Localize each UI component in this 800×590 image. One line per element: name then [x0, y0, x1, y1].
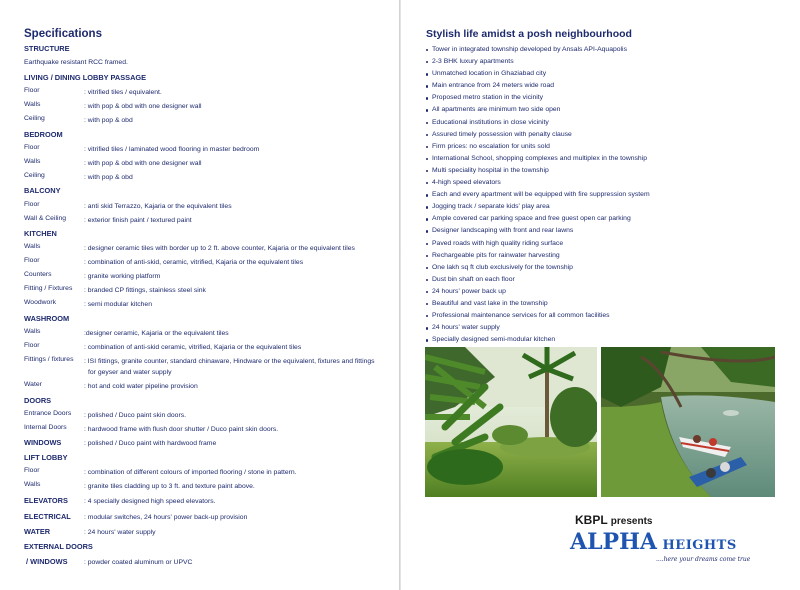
list-item: Educational institutions in close vicinity	[426, 117, 786, 129]
list-item: 24 hours' water supply	[426, 322, 786, 334]
list-item: Jogging track / separate kids' play area	[426, 201, 786, 213]
windows-label: WINDOWS	[24, 438, 62, 447]
spec-label: Fittings / fixtures	[24, 356, 74, 363]
list-item: Multi speciality hospital in the township	[426, 165, 786, 177]
spec-label: Floor	[24, 257, 40, 264]
spec-value: : vitrified tiles / equivalent.	[84, 89, 162, 96]
list-item: 24 hours' power back up	[426, 286, 786, 298]
spec-value: : modular switches, 24 hours' power back-up provision	[84, 514, 248, 521]
spec-value: : combination of different colours of imported flooring / stone in pattern.	[84, 469, 297, 476]
garden-illustration	[425, 347, 597, 497]
list-item: Ample covered car parking space and free guest open car parking	[426, 213, 786, 225]
spec-label: Water	[24, 381, 42, 388]
list-item: Tower in integrated township developed by Ansals API-Aquapolis	[426, 44, 786, 56]
lake-illustration	[601, 347, 775, 497]
spec-value: : powder coated aluminum or UPVC	[84, 559, 193, 566]
electrical-label: ELECTRICAL	[24, 512, 71, 521]
structure-text: Earthquake resistant RCC framed.	[24, 59, 128, 66]
spec-label: Entrance Doors	[24, 410, 72, 417]
spec-label: Floor	[24, 144, 40, 151]
list-item: Designer landscaping with front and rear lawns	[426, 225, 786, 237]
brand-tagline: ....here your dreams come true	[656, 556, 751, 563]
spec-value: : 4 specially designed high speed elevators.	[84, 498, 216, 505]
spec-value-continued: for geyser and water supply	[88, 369, 172, 376]
list-item: Assured timely possession with penalty clause	[426, 129, 786, 141]
brand-name-alpha: ALPHA	[570, 529, 657, 555]
list-item: Paved roads with high quality riding surface	[426, 238, 786, 250]
features-title: Stylish life amidst a posh neighbourhood	[426, 28, 632, 40]
list-item: 4-high speed elevators	[426, 177, 786, 189]
list-item: Unmatched location in Ghaziabad city	[426, 68, 786, 80]
spec-label: Walls	[24, 328, 41, 335]
spec-value: : vitrified tiles / laminated wood flooring in master bedroom	[84, 146, 260, 153]
spec-value: : designer ceramic tiles with border up to 2 ft. above counter, Kajaria or the equivalent tiles	[84, 245, 355, 252]
spec-label: Wall & Ceiling	[24, 215, 67, 222]
spec-label: Walls	[24, 481, 41, 488]
spec-label: Woodwork	[24, 299, 56, 306]
spec-value: : with pop & obd	[84, 117, 133, 124]
features-list	[426, 44, 786, 346]
list-item: Main entrance from 24 meters wide road	[426, 80, 786, 92]
spec-value: : with pop & obd with one designer wall	[84, 103, 202, 110]
spec-value: : granite tiles cladding up to 3 ft. and texture paint above.	[84, 483, 255, 490]
lift-lobby-heading: LIFT LOBBY	[24, 453, 68, 462]
lake-photo	[601, 347, 775, 497]
structure-heading: STRUCTURE	[24, 44, 70, 53]
water-label: WATER	[24, 527, 51, 536]
spec-value: : semi modular kitchen	[84, 301, 152, 308]
spec-value: : granite working platform	[84, 273, 161, 280]
spec-label: Walls	[24, 101, 41, 108]
spec-label: Ceiling	[24, 172, 45, 179]
spec-label: Internal Doors	[24, 424, 67, 431]
spec-label: Floor	[24, 342, 40, 349]
spec-label: Floor	[24, 87, 40, 94]
list-item: 2-3 BHK luxury apartments	[426, 56, 786, 68]
list-item: Rechargeable pits for rainwater harvesting	[426, 250, 786, 262]
spec-value: : with pop & obd with one designer wall	[84, 160, 202, 167]
page-spine	[399, 0, 401, 590]
brand-name-heights: HEIGHTS	[662, 538, 737, 553]
brand-presents	[575, 513, 652, 527]
spec-label: Ceiling	[24, 115, 45, 122]
list-item: Specially designed semi-modular kitchen	[426, 334, 786, 346]
spec-value: : polished / Duco paint with hardwood frame	[84, 440, 217, 447]
spec-value: : ISI fittings, granite counter, standard chinaware, Hindware or the equivalent, fixtures and fittings	[84, 358, 375, 365]
spec-value: : 24 hours' water supply	[84, 529, 156, 536]
spec-label: Counters	[24, 271, 52, 278]
external-windows-label: / WINDOWS	[24, 557, 68, 566]
elevators-label: ELEVATORS	[24, 496, 68, 505]
external-doors-heading: EXTERNAL DOORS	[24, 542, 93, 551]
spec-label: Walls	[24, 158, 41, 165]
presents-text: presents	[610, 516, 653, 527]
spec-value: : exterior finish paint / textured paint	[84, 217, 192, 224]
balcony-heading: BALCONY	[24, 186, 61, 195]
spec-value: : polished / Duco paint skin doors.	[84, 412, 187, 419]
spec-label: Walls	[24, 243, 41, 250]
spec-value: : anti skid Terrazzo, Kajaria or the equivalent tiles	[84, 203, 232, 210]
spec-value: : hot and cold water pipeline provision	[84, 383, 198, 390]
spec-value: : branded CP fittings, stainless steel sink	[84, 287, 206, 294]
list-item: All apartments are minimum two side open	[426, 104, 786, 116]
specifications-title: Specifications	[24, 28, 102, 40]
list-item: Each and every apartment will be equipped with fire suppression system	[426, 189, 786, 201]
list-item: Firm prices: no escalation for units sold	[426, 141, 786, 153]
list-item: Beautiful and vast lake in the township	[426, 298, 786, 310]
kbpl-text: KBPL	[575, 513, 608, 527]
spec-label: Fitting / Fixtures	[24, 285, 73, 292]
garden-photo	[425, 347, 597, 497]
spec-value: :designer ceramic, Kajaria or the equivalent tiles	[84, 330, 229, 337]
list-item: International School, shopping complexes and multiplex in the township	[426, 153, 786, 165]
spec-value: : with pop & obd	[84, 174, 133, 181]
bedroom-heading: BEDROOM	[24, 130, 63, 139]
spec-value: : combination of anti-skid ceramic, vitrified, Kajaria or the equivalent tiles	[84, 344, 302, 351]
list-item: One lakh sq ft club exclusively for the township	[426, 262, 786, 274]
brand-logo	[570, 529, 737, 555]
kitchen-heading: KITCHEN	[24, 229, 57, 238]
doors-heading: DOORS	[24, 396, 52, 405]
spec-label: Floor	[24, 467, 40, 474]
living-heading: LIVING / DINING LOBBY PASSAGE	[24, 73, 147, 82]
list-item: Professional maintenance services for all common facilities	[426, 310, 786, 322]
washroom-heading: WASHROOM	[24, 314, 70, 323]
spec-label: Floor	[24, 201, 40, 208]
list-item: Dust bin shaft on each floor	[426, 274, 786, 286]
spec-value: : hardwood frame with flush door shutter / Duco paint skin doors.	[84, 426, 279, 433]
spec-value: : combination of anti-skid, ceramic, vitrified, Kajaria or the equivalent tiles	[84, 259, 304, 266]
list-item: Proposed metro station in the vicinity	[426, 92, 786, 104]
